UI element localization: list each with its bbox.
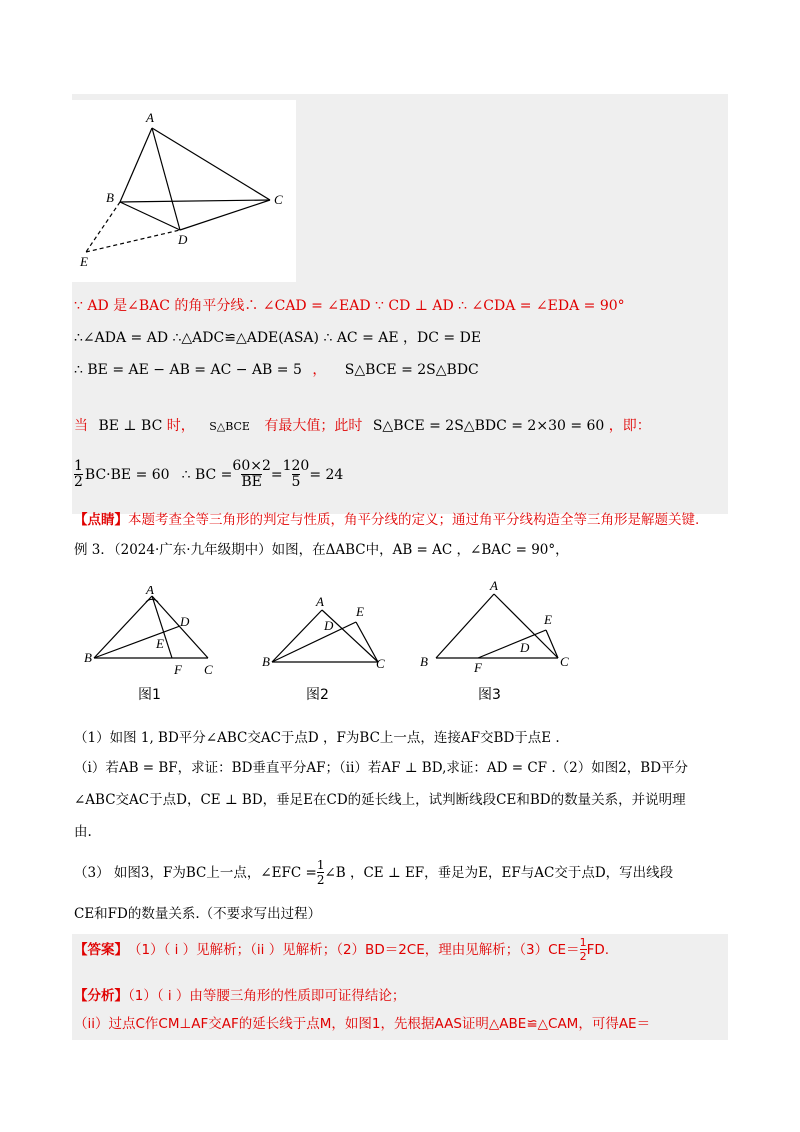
fig1-D: D xyxy=(180,614,190,629)
label-B: B xyxy=(106,190,114,205)
question-1: （1）如图 1, BD平分∠ABC交AC于点D ，F为BC上一点，连接AF交BD于点E . xyxy=(74,730,560,746)
line5-therefore: ∴ BC = xyxy=(181,466,233,483)
figure-1 xyxy=(82,586,218,676)
answer-line xyxy=(74,936,609,970)
fig3-A: A xyxy=(490,578,498,593)
solution-line-2: ∴∠ADA = AD ∴△ADC≌△ADE(ASA) ∴ AC = AE ，DC = DE xyxy=(74,330,482,346)
fig3-caption: 图3 xyxy=(478,687,501,703)
solution-line-3 xyxy=(74,360,479,380)
line4-max: 有最大值；此时 xyxy=(264,418,363,434)
dianjing-line xyxy=(74,510,699,530)
question-3 xyxy=(74,858,673,892)
fig1-caption: 图1 xyxy=(138,687,161,703)
dianjing-text: 本题考查全等三角形的判定与性质，角平分线的定义；通过角平分线构造全等三角形是解题关键. xyxy=(128,512,700,528)
dianjing-tag: 【点睛】 xyxy=(74,512,128,528)
line4-ji: ，即： xyxy=(608,418,651,434)
q3-rest: ∠B ，CE ⊥ EF，垂足为E，EF与AC交于点D，写出线段 xyxy=(324,864,674,881)
answer-text-2: FD. xyxy=(586,941,610,958)
answer-tag: 【答案】 xyxy=(74,941,128,958)
fig2-caption: 图2 xyxy=(306,687,329,703)
fig3-C: C xyxy=(560,654,569,669)
label-D: D xyxy=(178,232,188,247)
line3-comma: ， xyxy=(312,362,327,378)
fig3-B: B xyxy=(420,654,428,669)
fig1-F: F xyxy=(174,662,182,676)
question-1b: （i）若AB = BF，求证：BD垂直平分AF；（ii）若AF ⊥ BD,求证：AD = CF .（2）如图2，BD平分 xyxy=(74,760,689,776)
fig2-D: D xyxy=(324,618,334,633)
analysis-line-2: （ii）过点C作CM⊥AF交AF的延长线于点M，如图1，先根据AAS证明△ABE≌△CAM，可得AE＝ xyxy=(74,1016,651,1032)
fig3-E: E xyxy=(544,612,552,627)
label-A: A xyxy=(146,110,154,125)
fig2-B: B xyxy=(262,654,270,669)
fig1-E: E xyxy=(156,636,164,651)
label-C: C xyxy=(274,192,283,207)
line5-frac1: $\frac{60\times 2}{BE}$ xyxy=(232,458,271,490)
fig1-B: B xyxy=(84,650,92,665)
line4-area: S△BCE xyxy=(209,420,250,433)
label-E: E xyxy=(80,254,88,269)
line5-frac2: $\frac{120}{5}$ xyxy=(282,458,310,490)
line4-perp: BE ⊥ BC xyxy=(98,418,163,434)
line4-calc: S△BCE = 2S△BDC = 2×30 = 60 xyxy=(372,418,605,434)
line4-shi: 时， xyxy=(166,418,195,434)
fig1-C: C xyxy=(204,662,213,676)
fig2-C: C xyxy=(376,656,385,671)
line5-product: BC·BE = 60 xyxy=(84,466,170,483)
analysis-text-1: （1）（ i ）由等腰三角形的性质即可证得结论； xyxy=(128,988,406,1004)
question-2b: 由. xyxy=(74,824,92,840)
analysis-line-1 xyxy=(74,986,405,1006)
answer-text: （1）（ i ）见解析；（ii ）见解析；（2）BD＝2CE，理由见解析；（3）CE＝ xyxy=(128,941,580,958)
fig1-A: A xyxy=(146,586,154,597)
figure-top xyxy=(72,100,296,282)
solution-line-1: ∵ AD 是∠BAC 的角平分线∴ ∠CAD = ∠EAD ∵ CD ⊥ AD ∴ ∠CDA = ∠EDA = 90° xyxy=(74,298,625,314)
fig2-E: E xyxy=(356,604,364,619)
question-2: ∠ABC交AC于点D，CE ⊥ BD，垂足E在CD的延长线上，试判断线段CE和BD的数量关系，并说明理 xyxy=(74,792,686,808)
q3-start: （3） 如图3，F为BC上一点，∠EFC = xyxy=(74,864,317,881)
analysis-tag: 【分析】 xyxy=(74,988,128,1004)
figure-2 xyxy=(258,592,392,672)
q3-half: $\frac{1}{2}$ xyxy=(316,858,325,887)
half-fraction: 1 2 xyxy=(74,458,83,490)
figure-3 xyxy=(418,576,576,672)
line3-text: ∴ BE = AE − AB = AC − AB = 5 xyxy=(74,362,302,378)
question-3c: CE和FD的数量关系.（不要求写出过程） xyxy=(74,906,322,922)
fig3-D: D xyxy=(520,640,530,655)
fig3-F: F xyxy=(474,660,482,672)
solution-line-5: 1 2 BC·BE = 60 ∴ BC = $\frac{60\times 2}{BE}$ = $\frac{120}{5}$ = 24 xyxy=(74,458,344,490)
example-header: 例 3．（2024·广东·九年级期中）如图，在ΔABC中，AB = AC ，∠BAC = 90°， xyxy=(74,542,569,558)
line4-when: 当 xyxy=(74,418,88,434)
line3-area: S△BCE = 2S△BDC xyxy=(344,362,479,378)
answer-half: 1 2 xyxy=(579,936,587,963)
fig2-A: A xyxy=(316,594,324,609)
solution-line-4 xyxy=(74,416,651,437)
